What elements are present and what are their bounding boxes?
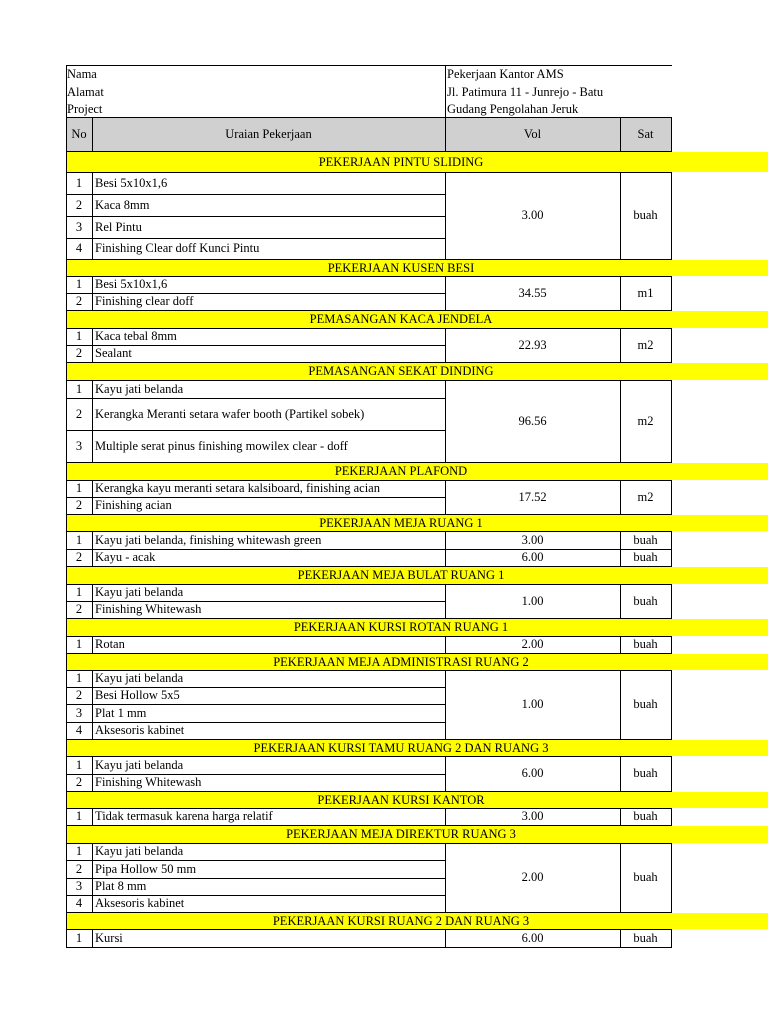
section-title-bottom-border	[66, 172, 672, 173]
unit-cell: buah	[633, 930, 658, 945]
column-divider	[445, 756, 446, 792]
row-number: 1	[75, 671, 83, 685]
column-divider	[445, 584, 446, 619]
row-number: 2	[75, 294, 83, 308]
row-description: Finishing Whitewash	[95, 602, 202, 616]
unit-cell: buah	[633, 809, 658, 823]
column-divider	[66, 480, 67, 515]
column-divider	[620, 380, 621, 463]
row-description: Kayu jati belanda	[95, 671, 184, 685]
row-number: 2	[75, 550, 83, 564]
section-title: PEKERJAAN KURSI RUANG 2 DAN RUANG 3	[272, 913, 530, 928]
column-divider	[671, 531, 672, 567]
row-number: 2	[75, 775, 83, 789]
column-divider	[671, 670, 672, 740]
column-divider	[445, 670, 446, 740]
row-number: 4	[75, 241, 83, 255]
row-description: Aksesoris kabinet	[95, 723, 185, 737]
row-description: Kursi	[95, 930, 123, 945]
column-divider	[671, 808, 672, 826]
column-divider	[620, 636, 621, 654]
column-header-vol: Vol	[445, 117, 620, 151]
volume-cell: 1.00	[521, 697, 544, 711]
row-number: 1	[75, 809, 83, 823]
column-divider	[445, 172, 446, 260]
row-number: 1	[75, 930, 83, 945]
column-divider	[445, 929, 446, 948]
header-top-border	[66, 65, 672, 66]
section-title-bar	[66, 826, 768, 843]
unit-cell: buah	[633, 697, 658, 711]
section-left-border	[66, 462, 67, 481]
column-header-divider	[671, 117, 672, 152]
column-divider	[620, 172, 621, 260]
section-left-border	[66, 739, 67, 757]
section-title-bar	[66, 260, 768, 276]
header-label: Project	[67, 102, 103, 116]
volume-cell: 34.55	[518, 285, 547, 300]
column-divider	[445, 480, 446, 515]
section-left-border	[66, 566, 67, 585]
merge-border	[445, 947, 672, 948]
section-title-bar	[66, 152, 768, 172]
row-description: Plat 1 mm	[95, 705, 147, 720]
row-description: Kaca 8mm	[95, 197, 150, 212]
section-title-bar	[66, 515, 768, 531]
section-title: PEKERJAAN KURSI ROTAN RUANG 1	[293, 620, 509, 634]
row-number: 2	[75, 406, 83, 421]
row-number: 2	[75, 346, 83, 360]
header-divider	[445, 65, 446, 118]
column-divider	[671, 480, 672, 515]
row-number: 1	[75, 844, 83, 858]
section-title-bottom-border	[66, 636, 672, 637]
section-title: PEKERJAAN KURSI KANTOR	[317, 792, 485, 807]
section-title-bar	[66, 913, 768, 929]
column-divider	[66, 531, 67, 567]
column-divider	[92, 380, 93, 463]
column-divider	[620, 328, 621, 363]
row-description: Kayu jati belanda, finishing whitewash green	[95, 532, 322, 547]
column-divider	[620, 670, 621, 740]
unit-cell: m1	[637, 285, 654, 300]
row-description: Kayu jati belanda	[95, 381, 184, 396]
row-description: Besi 5x10x1,6	[95, 175, 168, 190]
row-description: Multiple serat pinus finishing mowilex clear - doff	[95, 438, 348, 453]
unit-cell: buah	[633, 637, 658, 651]
column-divider	[92, 328, 93, 363]
row-description: Pipa Hollow 50 mm	[95, 861, 197, 876]
volume-cell: 22.93	[518, 337, 547, 352]
column-divider	[671, 636, 672, 654]
column-divider	[66, 584, 67, 619]
section-title-bar	[66, 740, 768, 756]
row-description: Tidak termasuk karena harga relatif	[95, 809, 273, 823]
row-description: Finishing Clear doff Kunci Pintu	[95, 241, 260, 255]
column-divider	[620, 843, 621, 913]
volume-cell: 96.56	[518, 413, 547, 428]
row-number: 2	[75, 602, 83, 616]
column-divider	[620, 929, 621, 948]
row-number: 3	[75, 438, 83, 453]
row-number: 1	[75, 637, 83, 651]
row-number: 1	[75, 175, 83, 190]
section-title: PEKERJAAN MEJA ADMINISTRASI RUANG 2	[273, 654, 529, 669]
section-title-bottom-border	[66, 808, 672, 809]
column-header-sat: Sat	[620, 117, 671, 151]
column-divider	[620, 584, 621, 619]
row-description: Plat 8 mm	[95, 879, 147, 893]
column-header-no: No	[66, 117, 92, 151]
row-description: Rel Pintu	[95, 219, 142, 234]
column-divider	[445, 636, 446, 654]
column-divider	[445, 276, 446, 311]
row-number: 4	[75, 723, 83, 737]
section-left-border	[66, 825, 67, 844]
column-divider	[620, 808, 621, 826]
unit-cell: buah	[633, 208, 658, 222]
row-description: Finishing clear doff	[95, 294, 194, 308]
column-header-uraian: Uraian Pekerjaan	[92, 117, 445, 151]
column-divider	[66, 756, 67, 792]
section-title-bar	[66, 792, 768, 808]
column-divider	[92, 843, 93, 913]
column-divider	[671, 380, 672, 463]
row-description: Besi Hollow 5x5	[95, 688, 180, 702]
section-title-bottom-border	[66, 531, 672, 532]
row-description: Sealant	[95, 346, 132, 360]
section-title-bottom-border	[66, 929, 672, 930]
section-title-bottom-border	[66, 843, 672, 844]
row-description: Rotan	[95, 637, 125, 651]
section-title-bottom-border	[66, 670, 672, 671]
row-number: 1	[75, 585, 83, 599]
section-left-border	[66, 259, 67, 277]
column-divider	[66, 172, 67, 260]
volume-cell: 1.00	[521, 593, 544, 608]
section-left-border	[66, 791, 67, 809]
column-divider	[92, 929, 93, 948]
column-divider	[445, 531, 446, 567]
row-description: Kerangka Meranti setara wafer booth (Partikel sobek)	[95, 406, 365, 421]
column-divider	[671, 584, 672, 619]
column-divider	[92, 756, 93, 792]
header-value: Pekerjaan Kantor AMS	[447, 67, 564, 81]
row-number: 1	[75, 481, 83, 495]
column-header-divider	[445, 117, 446, 152]
column-divider	[92, 276, 93, 311]
section-title: PEKERJAAN KUSEN BESI	[327, 260, 475, 275]
column-divider	[620, 531, 621, 567]
row-number: 2	[75, 688, 83, 702]
volume-cell: 17.52	[518, 489, 547, 504]
header-label: Nama	[67, 67, 97, 81]
section-title: PEKERJAAN MEJA BULAT RUANG 1	[297, 568, 505, 582]
header-value: Gudang Pengolahan Jeruk	[447, 102, 579, 116]
section-title: PEMASANGAN SEKAT DINDING	[308, 364, 494, 378]
column-divider	[92, 670, 93, 740]
volume-cell: 2.00	[521, 870, 544, 884]
section-title-bar	[66, 567, 768, 584]
column-divider	[92, 480, 93, 515]
section-title-bar	[66, 311, 768, 328]
column-divider	[66, 276, 67, 311]
column-divider	[445, 328, 446, 363]
section-title-bar	[66, 363, 768, 380]
row-border	[66, 947, 446, 948]
section-title-bottom-border	[66, 380, 672, 381]
unit-cell: m2	[637, 337, 654, 352]
column-divider	[620, 276, 621, 311]
unit-cell: buah	[633, 532, 658, 547]
row-description: Kaca tebal 8mm	[95, 329, 177, 343]
volume-cell: 6.00	[521, 766, 544, 780]
column-divider	[92, 808, 93, 826]
unit-cell: m2	[637, 413, 654, 428]
row-description: Kayu jati belanda	[95, 844, 184, 858]
column-divider	[66, 670, 67, 740]
section-left-border	[66, 653, 67, 671]
row-number: 2	[75, 861, 83, 876]
column-divider	[66, 328, 67, 363]
row-number: 1	[75, 277, 83, 291]
column-header-divider	[620, 117, 621, 152]
column-divider	[66, 843, 67, 913]
row-number: 3	[75, 879, 83, 893]
row-description: Kayu - acak	[95, 550, 156, 564]
unit-cell: buah	[633, 593, 658, 608]
volume-cell: 3.00	[521, 809, 544, 823]
column-divider	[66, 636, 67, 654]
volume-cell: 3.00	[521, 208, 544, 222]
unit-cell: buah	[633, 870, 658, 884]
column-divider	[66, 808, 67, 826]
section-title-bottom-border	[66, 480, 672, 481]
section-title: PEMASANGAN KACA JENDELA	[309, 312, 493, 326]
column-divider	[620, 480, 621, 515]
column-divider	[671, 172, 672, 260]
row-number: 1	[75, 757, 83, 772]
column-divider	[92, 531, 93, 567]
section-left-border	[66, 912, 67, 930]
row-number: 4	[75, 896, 83, 910]
row-number: 1	[75, 381, 83, 396]
column-divider	[671, 929, 672, 948]
column-divider	[671, 843, 672, 913]
volume-cell: 3.00	[521, 532, 544, 547]
column-divider	[92, 172, 93, 260]
section-title: PEKERJAAN MEJA DIREKTUR RUANG 3	[286, 827, 516, 841]
header-value: Jl. Patimura 11 - Junrejo - Batu	[447, 84, 604, 99]
row-number: 2	[75, 197, 83, 212]
section-title: PEKERJAAN MEJA RUANG 1	[319, 515, 483, 530]
row-number: 3	[75, 219, 83, 234]
column-divider	[92, 584, 93, 619]
section-title-bottom-border	[66, 584, 672, 585]
section-left-border	[66, 151, 67, 173]
column-divider	[445, 843, 446, 913]
row-description: Aksesoris kabinet	[95, 896, 185, 910]
column-divider	[92, 636, 93, 654]
section-title-bottom-border	[66, 756, 672, 757]
column-header-top-border	[66, 117, 672, 118]
section-title-bottom-border	[66, 328, 672, 329]
section-title-bar	[66, 619, 768, 636]
column-divider	[66, 380, 67, 463]
section-title: PEKERJAAN PINTU SLIDING	[318, 154, 484, 169]
section-title: PEKERJAAN PLAFOND	[334, 464, 468, 478]
section-left-border	[66, 362, 67, 381]
row-number: 1	[75, 532, 83, 547]
column-divider	[671, 276, 672, 311]
row-description: Kayu jati belanda	[95, 757, 184, 772]
column-divider	[66, 929, 67, 948]
row-number: 3	[75, 705, 83, 720]
section-left-border	[66, 618, 67, 637]
section-title-bottom-border	[66, 276, 672, 277]
header-label: Alamat	[67, 84, 104, 99]
row-description: Kayu jati belanda	[95, 585, 184, 599]
row-description: Finishing acian	[95, 498, 172, 512]
column-divider	[671, 756, 672, 792]
row-description: Besi 5x10x1,6	[95, 277, 168, 291]
column-divider	[445, 808, 446, 826]
unit-cell: m2	[637, 489, 654, 504]
row-number: 1	[75, 329, 83, 343]
section-title-bar	[66, 463, 768, 480]
volume-cell: 6.00	[521, 930, 544, 945]
unit-cell: buah	[633, 550, 658, 564]
section-left-border	[66, 514, 67, 532]
section-title-bar	[66, 654, 768, 670]
column-divider	[445, 380, 446, 463]
row-description: Kerangka kayu meranti setara kalsiboard, finishing acian	[95, 481, 380, 495]
column-divider	[620, 756, 621, 792]
unit-cell: buah	[633, 766, 658, 780]
row-description: Finishing Whitewash	[95, 775, 202, 789]
column-header-divider	[66, 117, 67, 152]
header-left-border	[66, 65, 67, 118]
volume-cell: 2.00	[521, 637, 544, 651]
volume-cell: 6.00	[521, 550, 544, 564]
column-header-divider	[92, 117, 93, 152]
section-left-border	[66, 310, 67, 329]
column-divider	[671, 328, 672, 363]
row-number: 2	[75, 498, 83, 512]
section-title: PEKERJAAN KURSI TAMU RUANG 2 DAN RUANG 3	[253, 740, 549, 755]
